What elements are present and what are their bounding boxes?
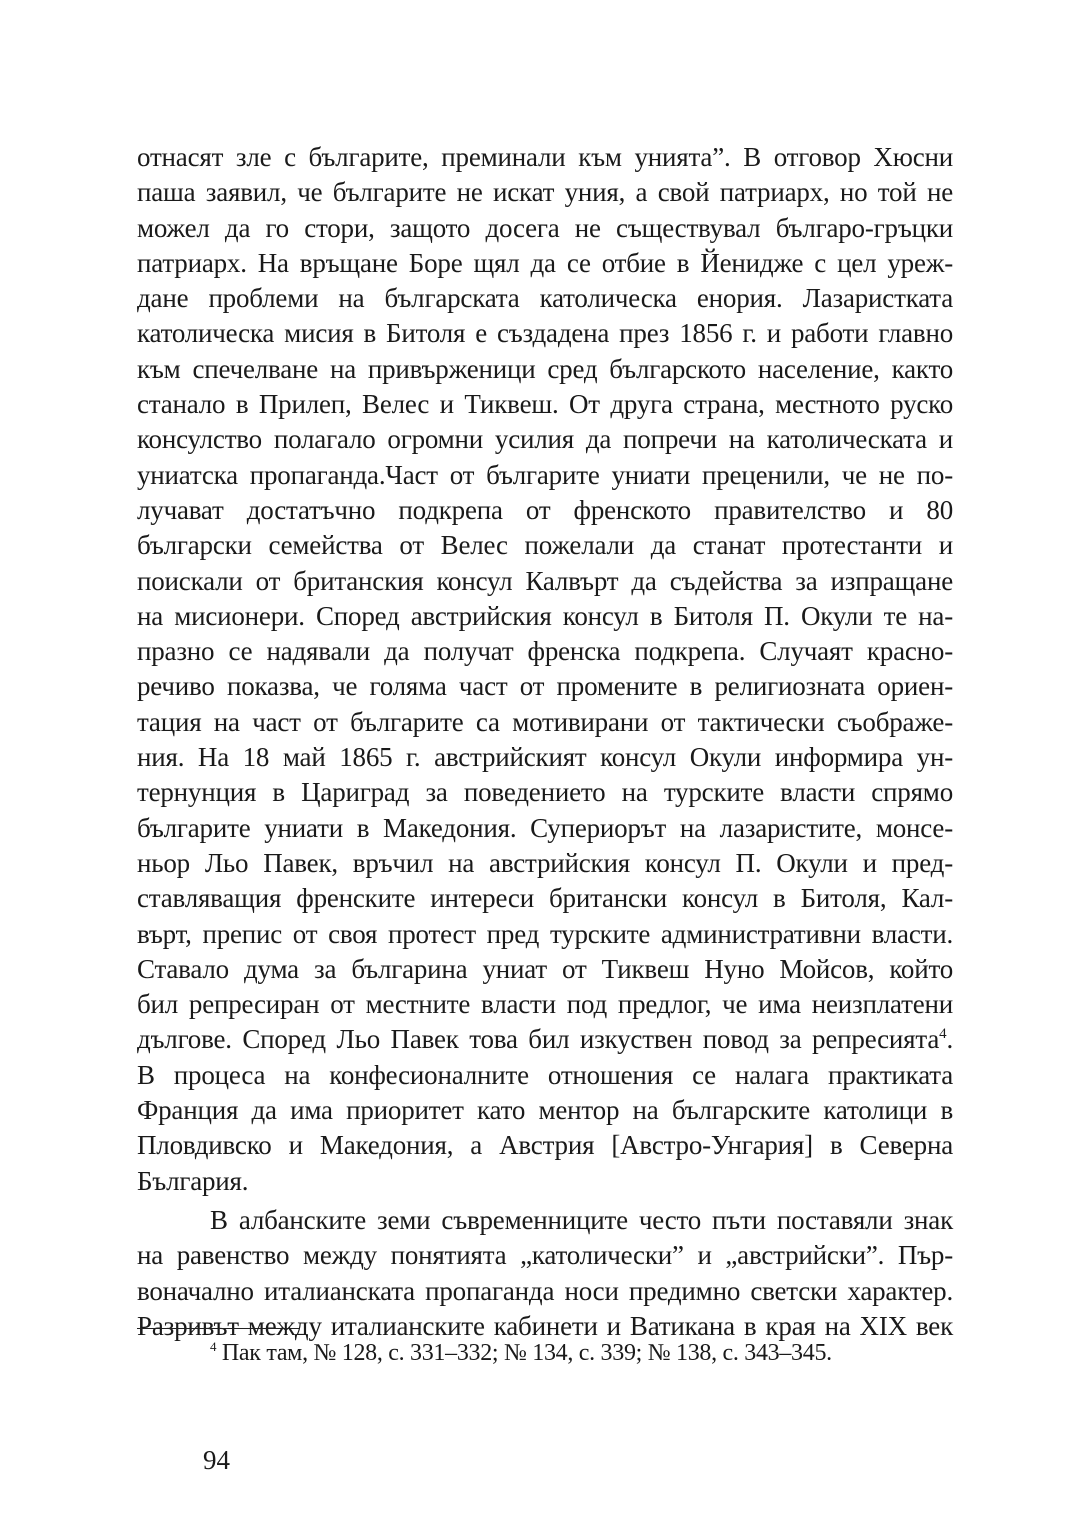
text-line: В процеса на конфесионалните отношения се налага практиката	[137, 1059, 953, 1090]
footnote-marker: 4	[210, 1339, 217, 1354]
text-line: бил репресиран от местните власти под предлог, че има неизплатени	[137, 989, 953, 1020]
text-line-content: дългове. Според Льо Павек това бил изкуствен повод за репресията	[137, 1024, 940, 1055]
text-line: тация на част от българите са мотивирани от тактически съображе-	[137, 706, 953, 737]
text-line: патриарх. На връщане Боре щял да се отбие в Йенидже с цел уреж-	[137, 247, 953, 278]
footnote	[210, 1338, 832, 1368]
footnote-reference[interactable]: 4	[939, 1026, 947, 1043]
text-line: В албанските земи съвременниците често пъти поставяли знак	[210, 1204, 953, 1235]
paragraph-1	[137, 140, 953, 1199]
text-line: отнасят зле с българите, преминали към унията”. В отговор Хюсни	[137, 142, 953, 172]
text-line-period: .	[946, 1024, 953, 1055]
text-line: консулство полагало огромни усилия да попречи на католическата и	[137, 424, 953, 455]
text-line: на мисионери. Според австрийския консул в Битоля П. Окули те на-	[137, 600, 953, 631]
text-line: на равенство между понятията „католически” и „австрийски”. Пър-	[137, 1240, 953, 1271]
text-line: Пловдивско и Македония, а Австрия [Австро-Унгария] в Северна	[137, 1130, 953, 1161]
text-line: ния. На 18 май 1865 г. австрийският консул Окули информира ун-	[137, 742, 953, 773]
text-line: България.	[137, 1165, 249, 1196]
text-line: български семейства от Велес пожелали да станат протестанти и	[137, 530, 953, 561]
paragraph-2	[137, 1203, 953, 1344]
text-line: поискали от британския консул Калвърт да съдейства за изпращане	[137, 565, 953, 596]
text-line: паша заявил, че българите не искат уния, а свой патриарх, но той не	[137, 177, 953, 208]
text-line: празно се надявали да получат френска подкрепа. Случаят красно-	[137, 636, 953, 667]
page-body	[137, 140, 953, 1344]
footnote-text: Пак там, № 128, с. 331–332; № 134, с. 339; № 138, с. 343–345.	[216, 1340, 832, 1366]
text-line: униатска пропаганда.Част от българите униати преценили, че не по-	[137, 459, 953, 490]
text-line: станало в Прилеп, Велес и Тиквеш. От друга страна, местното руско	[137, 389, 953, 420]
text-line: Ставало дума за българина униат от Тиквеш Нуно Мойсов, който	[137, 953, 953, 984]
text-line: католическа мисия в Битоля е създадена през 1856 г. и работи главно	[137, 318, 953, 349]
footnote-separator	[137, 1328, 299, 1329]
text-line: тернунция в Цариград за поведението на турските власти спрямо	[137, 777, 953, 808]
text-line: към спечелване на привърженици сред българското население, както	[137, 353, 953, 384]
text-line: воначално италианската пропаганда носи предимно светски характер.	[137, 1275, 953, 1306]
text-line: българите униати в Македония. Супериорът на лазаристите, монсе-	[137, 812, 953, 843]
text-line: лучават достатъчно подкрепа от френското правителство и 80	[137, 494, 953, 525]
text-line: ньор Льо Павек, връчил на австрийския консул П. Окули и пред-	[137, 847, 953, 878]
text-line: можел да го стори, защото досега не съществувал българо-гръцки	[137, 212, 953, 243]
text-line: ставляващия френските интереси британски консул в Битоля, Кал-	[137, 883, 953, 914]
text-line: върт, препис от своя протест пред турските административни власти.	[137, 918, 953, 949]
page-number: 94	[203, 1445, 230, 1475]
text-line: речиво показва, че голяма част от промените в религиозната ориен-	[137, 671, 953, 702]
text-line: дане проблеми на българската католическа енория. Лазаристката	[137, 283, 953, 314]
text-line-with-footnote-ref	[137, 1022, 953, 1057]
text-line: Разривът между италианските кабинети и Ватикана в края на XIX век	[137, 1310, 953, 1341]
text-line: Франция да има приоритет като ментор на българските католици в	[137, 1095, 953, 1126]
